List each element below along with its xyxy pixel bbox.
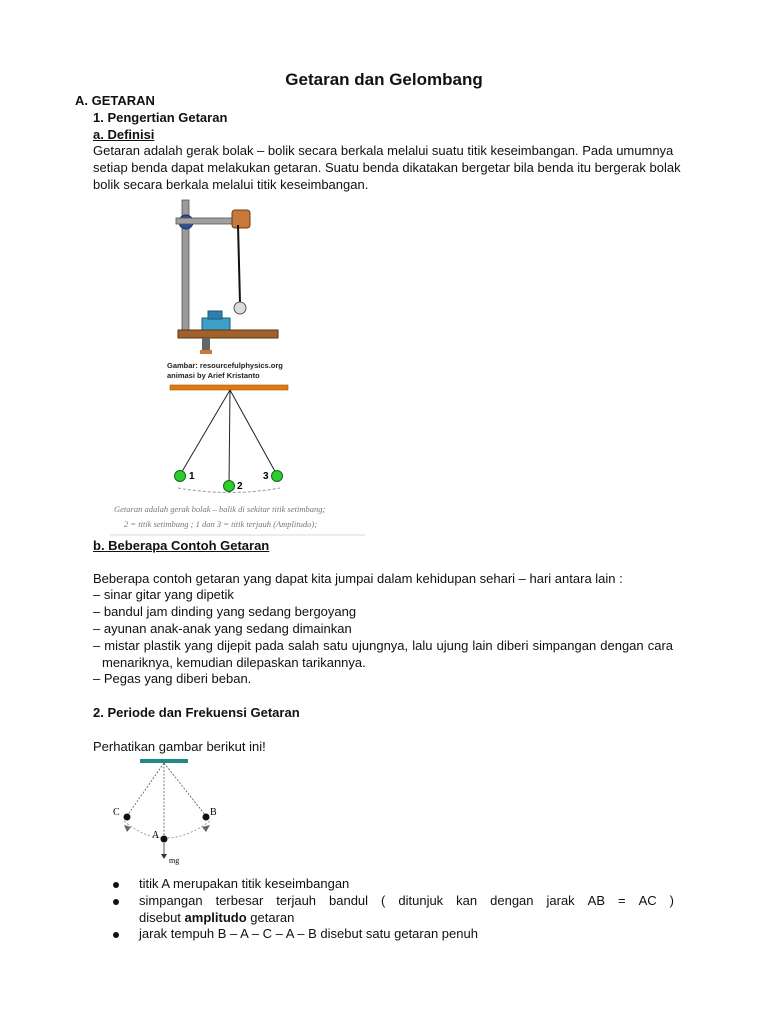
bullet-text-2-line-1 — [139, 892, 674, 909]
label-1: 1 — [189, 471, 195, 482]
bob-b — [203, 814, 210, 821]
b2-word: bandul — [329, 893, 369, 908]
screw-handle — [200, 350, 212, 354]
table-board — [178, 330, 278, 338]
pendulum-figure — [110, 195, 370, 540]
amplitudo-term: amplitudo — [184, 910, 247, 925]
contoh-intro: Beberapa contoh getaran yang dapat kita jumpai dalam kehidupan sehari – hari antara lain : — [93, 571, 623, 586]
weight-arrowhead — [161, 854, 167, 859]
label-3: 3 — [263, 471, 269, 482]
perhatikan-text: Perhatikan gambar berikut ini! — [93, 739, 266, 754]
bullet-marker-2 — [113, 899, 119, 905]
label-2: 2 — [237, 481, 243, 492]
bob-position-3 — [272, 471, 283, 482]
swing-path — [124, 821, 210, 838]
b2-word: ( — [381, 893, 386, 908]
figure-credit-1: Gambar: resourcefulphysics.org — [167, 361, 283, 370]
b2-word: dengan — [490, 893, 534, 908]
screw-clamp — [202, 338, 210, 350]
pendulum-illustration — [110, 195, 370, 540]
string-pos-2 — [229, 390, 230, 485]
bullet-marker-1 — [113, 882, 119, 888]
subsection-a-heading: a. Definisi — [93, 127, 155, 142]
bob-c — [124, 814, 131, 821]
label-mg: mg — [169, 856, 180, 865]
label-c: C — [113, 807, 120, 818]
pivot-bar — [140, 759, 188, 763]
contoh-item-4: – mistar plastik yang dijepit pada salah satu ujungnya, lalu ujung lain diberi simpangan dengan cara — [93, 638, 673, 653]
b2-word: = — [618, 893, 626, 908]
contoh-item-5: – Pegas yang diberi beban. — [93, 671, 252, 686]
figure-caption-2: 2 = titik setimbang ; 1 dan 3 = titik terjauh (Amplitudo); — [124, 519, 318, 529]
bullet-text-2-line-2 — [139, 909, 294, 926]
b2-pre: disebut — [139, 910, 185, 925]
label-b: B — [210, 807, 217, 818]
simple-pendulum-figure — [100, 755, 250, 867]
bullet-text-3: jarak tempuh B – A – C – A – B disebut satu getaran penuh — [139, 926, 478, 941]
subsection-1-heading: 1. Pengertian Getaran — [93, 110, 228, 125]
base-clamp — [208, 311, 222, 319]
subsection-b-heading: b. Beberapa Contoh Getaran — [93, 538, 270, 553]
b2-word: AC — [638, 893, 657, 908]
string-pos-3 — [230, 390, 277, 475]
bob-a — [161, 836, 168, 843]
string-c — [127, 763, 164, 816]
pendulum-bob — [234, 302, 246, 314]
subsection-2-heading: 2. Periode dan Frekuensi Getaran — [93, 705, 300, 720]
b2-word: terjauh — [276, 893, 317, 908]
bullet-text-1: titik A merupakan titik keseimbangan — [139, 876, 350, 891]
bob-position-1 — [175, 471, 186, 482]
string-b — [164, 763, 206, 816]
definition-line-3: bolik secara berkala melalui titik keseimbangan. — [93, 177, 369, 192]
string-pos-1 — [180, 390, 230, 475]
base-block — [202, 318, 230, 330]
arrow-left — [124, 825, 131, 832]
b2-word: simpangan — [139, 893, 203, 908]
simple-pendulum-illustration — [100, 755, 250, 867]
ceiling-bar — [170, 385, 288, 390]
label-a: A — [152, 830, 160, 841]
b2-word: terbesar — [215, 893, 264, 908]
b2-word: ) — [669, 893, 674, 908]
b2-word: AB — [587, 893, 606, 908]
b2-word: kan — [456, 893, 478, 908]
bob-position-2 — [224, 481, 235, 492]
contoh-item-2: – bandul jam dinding yang sedang bergoyang — [93, 604, 357, 619]
contoh-item-4-cont: menariknya, kemudian dilepaskan tarikannya. — [102, 655, 366, 670]
pendulum-string — [238, 225, 240, 303]
pendulum-clamp — [232, 210, 250, 228]
contoh-item-1: – sinar gitar yang dipetik — [93, 587, 234, 602]
figure-caption-1: Getaran adalah gerak bolak – balik di sekitar titik setimbang; — [114, 504, 326, 514]
definition-line-1: Getaran adalah gerak bolak – bolik secara berkala melalui suatu titik keseimbangan. Pada umumnya — [93, 143, 674, 158]
definition-line-2: setiap benda dapat melakukan getaran. Suatu benda dikatakan bergetar bila benda itu bergerak bolak — [93, 160, 681, 175]
b2-post: getaran — [246, 910, 295, 925]
bullet-marker-3 — [113, 932, 119, 938]
b2-word: ditunjuk — [398, 893, 444, 908]
b2-word: jarak — [546, 893, 575, 908]
page-title: Getaran dan Gelombang — [285, 70, 483, 89]
contoh-item-3: – ayunan anak-anak yang sedang dimainkan — [93, 621, 352, 636]
figure-credit-2: animasi by Arief Kristanto — [167, 371, 260, 380]
section-a-heading: A. GETARAN — [75, 93, 155, 108]
